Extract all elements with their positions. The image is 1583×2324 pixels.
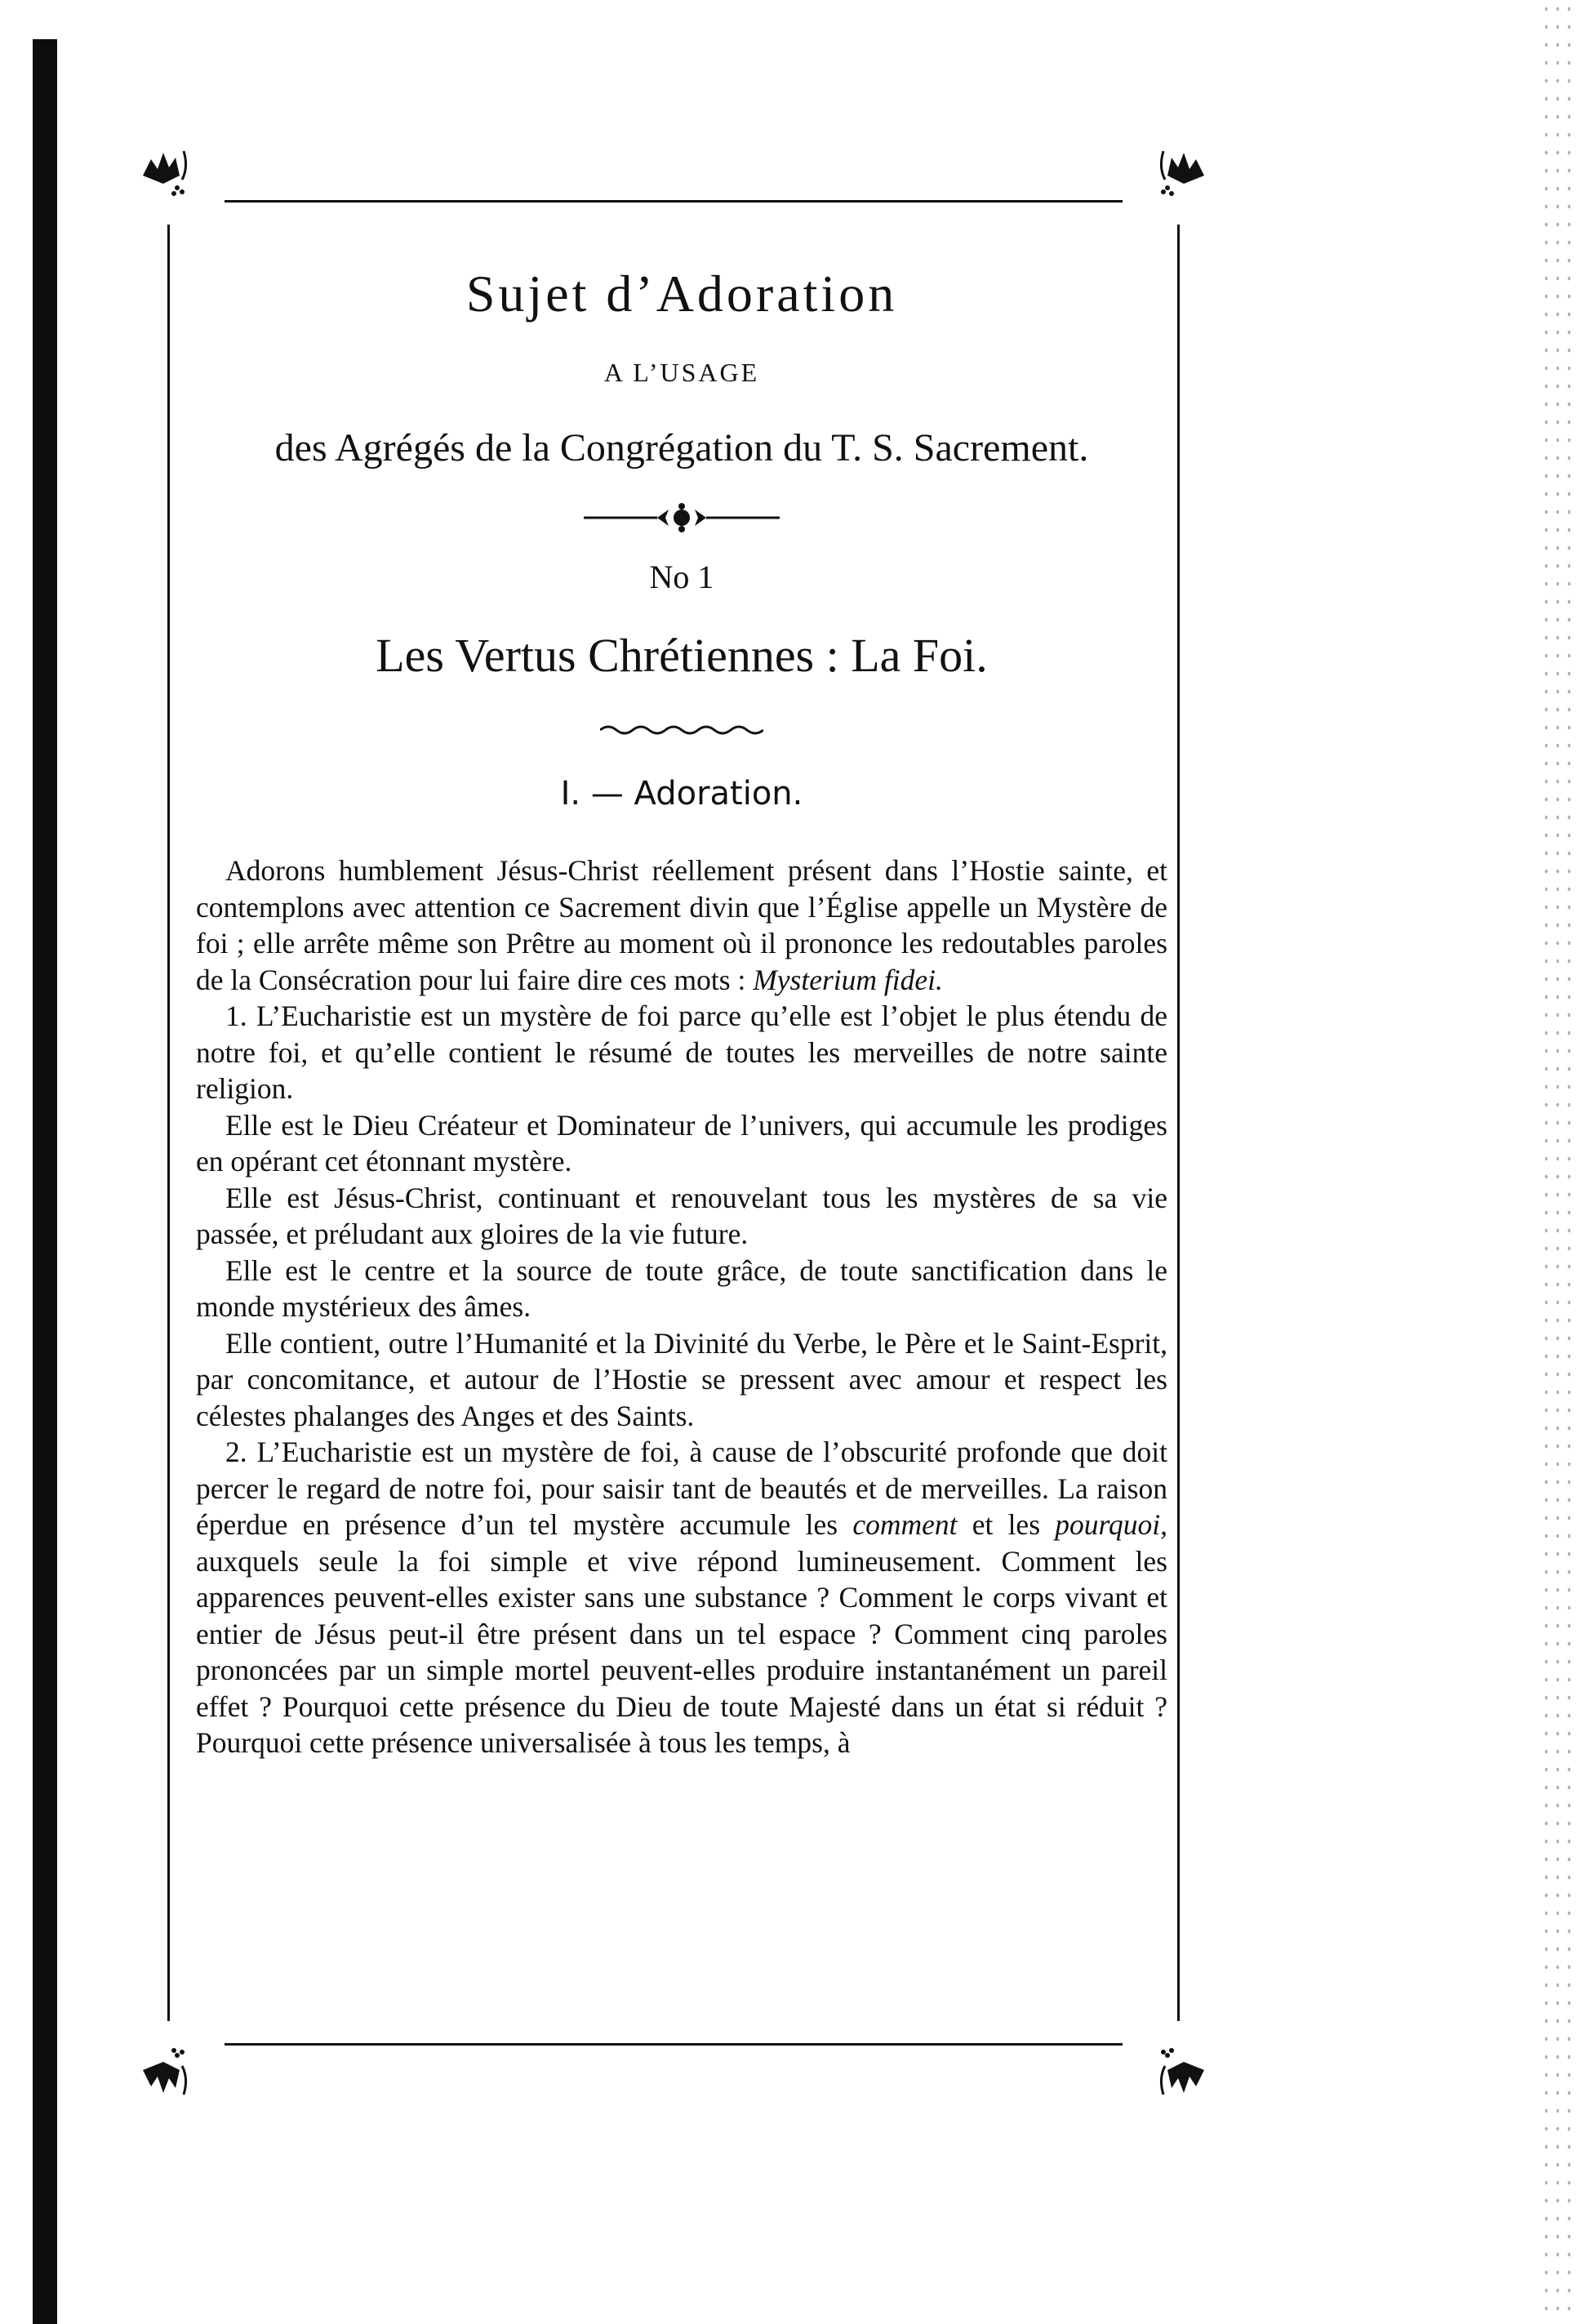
italic-text: comment [852, 1508, 958, 1541]
italic-text: Mysterium fidei. [753, 963, 943, 996]
book-spine-shadow [33, 39, 57, 2324]
paragraph [196, 1325, 1167, 1435]
fleuron-divider-icon [584, 501, 780, 534]
wavy-rule-icon [600, 723, 763, 737]
subject-number: No 1 [649, 559, 714, 595]
paragraph-text: Elle est le centre et la source de toute grâce, de toute sanctification dans le monde mystérieux des âmes. [196, 1253, 1167, 1323]
paragraph-text: Elle contient, outre l’Humanité et la Divinité du Verbe, le Père et le Saint-Esprit, par concomitance, et autour de l’Hostie se pressent avec amour et respect les célestes phalanges des Anges et des Saints. [196, 1326, 1167, 1432]
paragraph [196, 1180, 1167, 1253]
italic-text: pourquoi, [1055, 1508, 1167, 1541]
grape-leaf-ornament-icon [1155, 2046, 1212, 2103]
paragraph-text: et les [957, 1508, 1056, 1541]
paragraph [196, 1434, 1167, 1761]
paragraph [196, 1107, 1167, 1180]
frame-rule-right [1177, 225, 1180, 2021]
grape-leaf-ornament-icon [135, 2046, 192, 2103]
frame-rule-left [167, 225, 170, 2021]
page-subtitle: A L’USAGE [603, 358, 760, 387]
paragraph-text: 2. L’Eucharistie est un mystère de foi, à cause de l’obscurité profonde que doit percer le regard de notre foi, pour saisir tant de beautés et de merveilles. La raison éperdue en présence d’un tel mystère accumule les [196, 1436, 1167, 1541]
paragraph-text: 1. L’Eucharistie est un mystère de foi parce qu’elle est l’objet le plus étendu de notre foi, et qu’elle contient le résumé de toutes les merveilles de notre sainte religion. [196, 999, 1167, 1105]
paragraph-text: auxquels seule la foi simple et vive répond lumineusement. Comment les apparences peuvent-elles exister sans une substance ? Comment le corps vivant et entier de Jésus peut-il être présent dans un tel espace ? Comment cinq paroles prononcées par un simple mortel peuvent-elles produire instantanément un pareil effet ? Pourquoi cette présence du Dieu de toute Majesté dans un état si réduit ? Pourquoi cette présence universalisée à tous les temps, à [196, 1544, 1167, 1759]
paragraph [196, 1253, 1167, 1325]
main-heading: Les Vertus Chrétiennes : La Foi. [376, 629, 988, 682]
page-title: Sujet d’Adoration [465, 265, 898, 323]
body-text [196, 853, 1167, 1761]
page-content [196, 261, 1167, 1761]
grape-leaf-ornament-icon [1155, 143, 1212, 200]
page-edge-noise [1541, 0, 1573, 2324]
frame-rule-bottom [225, 2043, 1123, 2046]
paragraph [196, 998, 1167, 1107]
paragraph [196, 853, 1167, 998]
frame-rule-top [225, 200, 1123, 203]
paragraph-text: Elle est le Dieu Créateur et Dominateur de l’univers, qui accumule les prodiges en opérant cet étonnant mystère. [196, 1108, 1167, 1178]
paragraph-text: Adorons humblement Jésus-Christ réellement présent dans l’Hostie sainte, et contemplons avec attention ce Sacrement divin que l’Église appelle un Mystère de foi ; elle arrête même son Prêtre au moment où il prononce les redoutables paroles de la Consécration pour lui faire dire ces mots : [196, 854, 1167, 996]
congregation-line: des Agrégés de la Congrégation du T. S. Sacrement. [274, 426, 1089, 470]
section-heading: I. — Adoration. [560, 775, 803, 813]
grape-leaf-ornament-icon [135, 143, 192, 200]
paragraph-text: Elle est Jésus-Christ, continuant et renouvelant tous les mystères de sa vie passée, et préludant aux gloires de la vie future. [196, 1181, 1167, 1250]
